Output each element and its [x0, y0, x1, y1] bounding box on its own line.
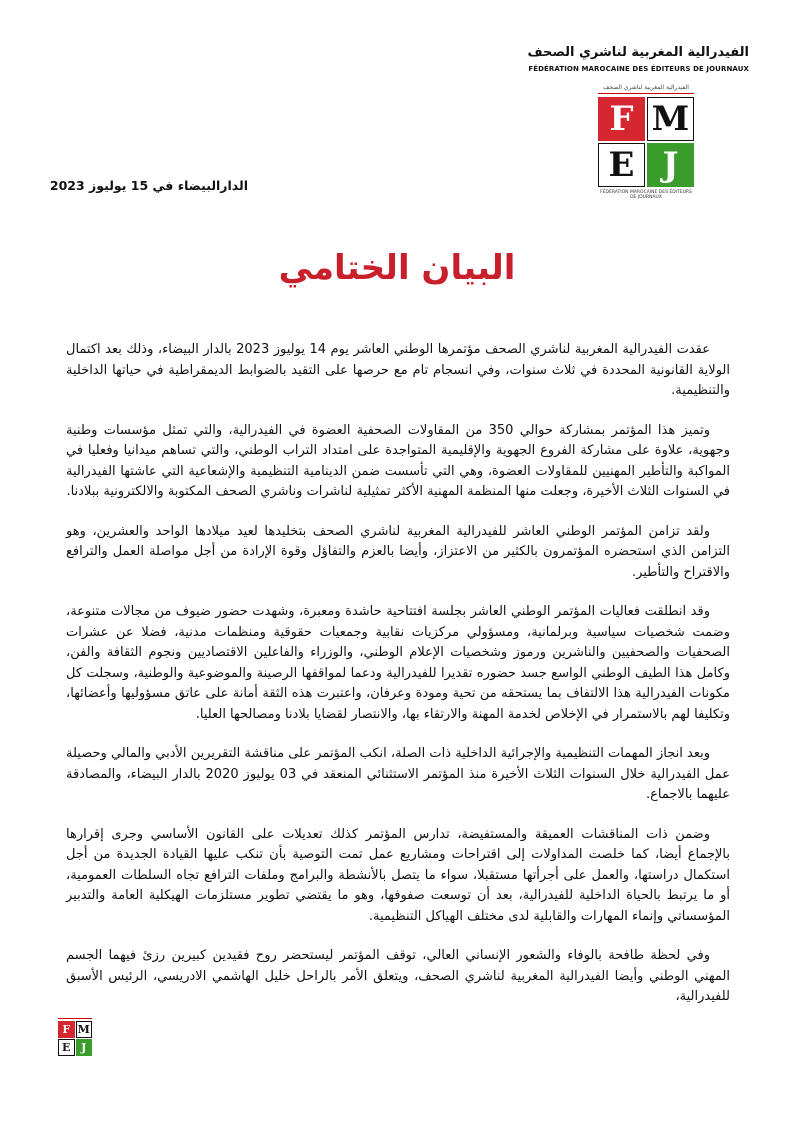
paragraph: ولقد تزامن المؤتمر الوطني العاشر للفيدرالية المغربية لناشري الصحف بتخليدها لعيد ميلادها الواحد والعشرين، وهو التزامن الذي استحضره المؤتمرون بالكثير من الاعتزاز، وأيضا بالعزم والتفاؤل وقوة الإرادة من أجل مواصلة العمل والترافع والاقتراح والتأطير.: [66, 523, 730, 580]
footer-logo-top-text: [58, 1012, 92, 1019]
paragraph: وقد انطلقت فعاليات المؤتمر الوطني العاشر بجلسة افتتاحية حاشدة ومعبرة، وشهدت حضور ضيوف من مجالات متنوعة، وضمت شخصيات سياسية وبرلمانية، ومسؤولي مركزيات نقابية وجمعيات حقوقية ومنظمات مدنية، فضلا عن عشرات الصحفيات والصحفيين والناشرين ورموز وشخصيات الإعلام الوطني، والوزراء والفاعلين الاقتصاديين ونجوم الثقافة والفن، وكامل هذا الطيف الوطني الواسع جسد حضوره تقديرا للفيدرالية ودعما لمواقفها الرصينة والموضوعية والوطنية، وسجلت كل مكونات الفيدرالية هذا الالتفاف بما يستحقه من تحية ومودة وعرفان، واعتبرت هذه الثقة أمانة على عاتق مسؤوليها وأعضائها، وتكليفا لهم بالاستمرار في الإخلاص لخدمة المهنة والارتقاء بها، والانتصار لقضايا بلادنا ومصالحها العليا.: [66, 604, 730, 722]
footer-logo-letter-m: M: [76, 1021, 93, 1038]
paragraph: وبعد انجاز المهمات التنظيمية والإجرائية الداخلية ذات الصلة، انكب المؤتمر على مناقشة التقريرين الأدبي والمالي وحصيلة عمل الفيدرالية خلال السنوات الثلاث الأخيرة منذ المؤتمر الاستثنائي المنعقد في 03 يوليوز 2020 بالدار البيضاء، والمصادقة عليهما بالاجماع.: [66, 746, 731, 802]
footer-logo-letter-e: E: [58, 1039, 75, 1056]
logo-letter-f: F: [598, 97, 645, 141]
logo-letter-j: J: [647, 143, 694, 187]
document-title: البيان الختامي: [278, 248, 516, 288]
document-date: الدارالبيضاء في 15 يوليوز 2023: [49, 178, 248, 193]
organization-name-arabic: الفيدرالية المغربية لناشري الصحف: [527, 45, 749, 60]
footer-logo-letter-j: J: [76, 1039, 93, 1056]
logo-letter-e: E: [598, 143, 645, 187]
logo-letter-m: M: [647, 97, 694, 141]
logo-top-text: الفيدرالية المغربية لناشري الصحف: [598, 83, 694, 94]
header-organization: [527, 44, 749, 74]
footer-logo: [58, 1012, 92, 1056]
document-body: [66, 340, 730, 1027]
fmej-logo: [598, 83, 694, 200]
paragraph: وتميز هذا المؤتمر بمشاركة حوالي 350 من المقاولات الصحفية العضوة في الفيدرالية، والتي تمثل مؤسسات وطنية وجهوية، علاوة على مشاركة الفروع الجهوية والإقليمية المتواجدة على امتداد التراب الوطني، والتي تساهم ميدانيا وفعليا في المواكبة والتأطير المهنيين للمقاولات العضوة، وهي التي تأسست ضمن الدينامية التنظيمية والإشعاعية التي عاشتها الفيدرالية في السنوات الثلاث الأخيرة، وجعلت منها المنظمة المهنية الأكثر تمثيلية لناشرات وناشري الصحف المكتوبة والالكترونية ببلادنا.: [66, 422, 730, 499]
organization-name-french: FÉDÉRATION MAROCAINE DES ÉDITEURS DE JOURNAUX: [528, 65, 749, 73]
paragraph: عقدت الفيدرالية المغربية لناشري الصحف مؤتمرها الوطني العاشر يوم 14 يوليوز 2023 بالدار البيضاء، وذلك بعد اكتمال الولاية القانونية المحددة في ثلاث سنوات، وفي انسجام تام مع حرصها على التقيد بالضوابط الديمقراطية في حياتها الداخلية والتنظيمية.: [66, 342, 730, 398]
footer-logo-letter-f: F: [58, 1021, 75, 1038]
logo-bottom-text: FÉDÉRATION MAROCAINE DES ÉDITEURS DE JOURNAUX: [600, 190, 692, 200]
paragraph: وفي لحظة طافحة بالوفاء والشعور الإنساني العالي، توقف المؤتمر ليستحضر روح فقيدين كبيرين رزئ فيهما الجسم المهني الوطني وأيضا الفيدرالية المغربية لناشري الصحف، ويتعلق الأمر بالراحل خليل الهاشمي الادريسي، الرئيس الأسبق للفيدرالية،: [66, 948, 730, 1004]
logo-letter-grid: [598, 97, 694, 187]
footer-logo-letter-grid: [58, 1021, 92, 1056]
paragraph: وضمن ذات المناقشات العميقة والمستفيضة، تدارس المؤتمر كذلك تعديلات على القانون الأساسي وجرى إقرارها بالإجماع أيضا، كما خلصت المداولات إلى اقتراحات ومشاريع عمل تمت التوصية بأن تنكب عليها القيادة الجديدة من أجل استكمال دراستها، والعمل على أجرأتها مستقبلا، سواء ما يتصل بالأنشطة والبرامج وملفات الترافع تجاه السلطات العمومية، أو ما يرتبط بالحياة الداخلية للفيدرالية، بعد أن توسعت صفوفها، وهو ما يقتضي تطوير مستلزمات الهيكلية العامة والتدبير المؤسساتي وإنماء المهارات والقابلية لدى مختلف الهياكل التنظيمية.: [66, 826, 730, 924]
